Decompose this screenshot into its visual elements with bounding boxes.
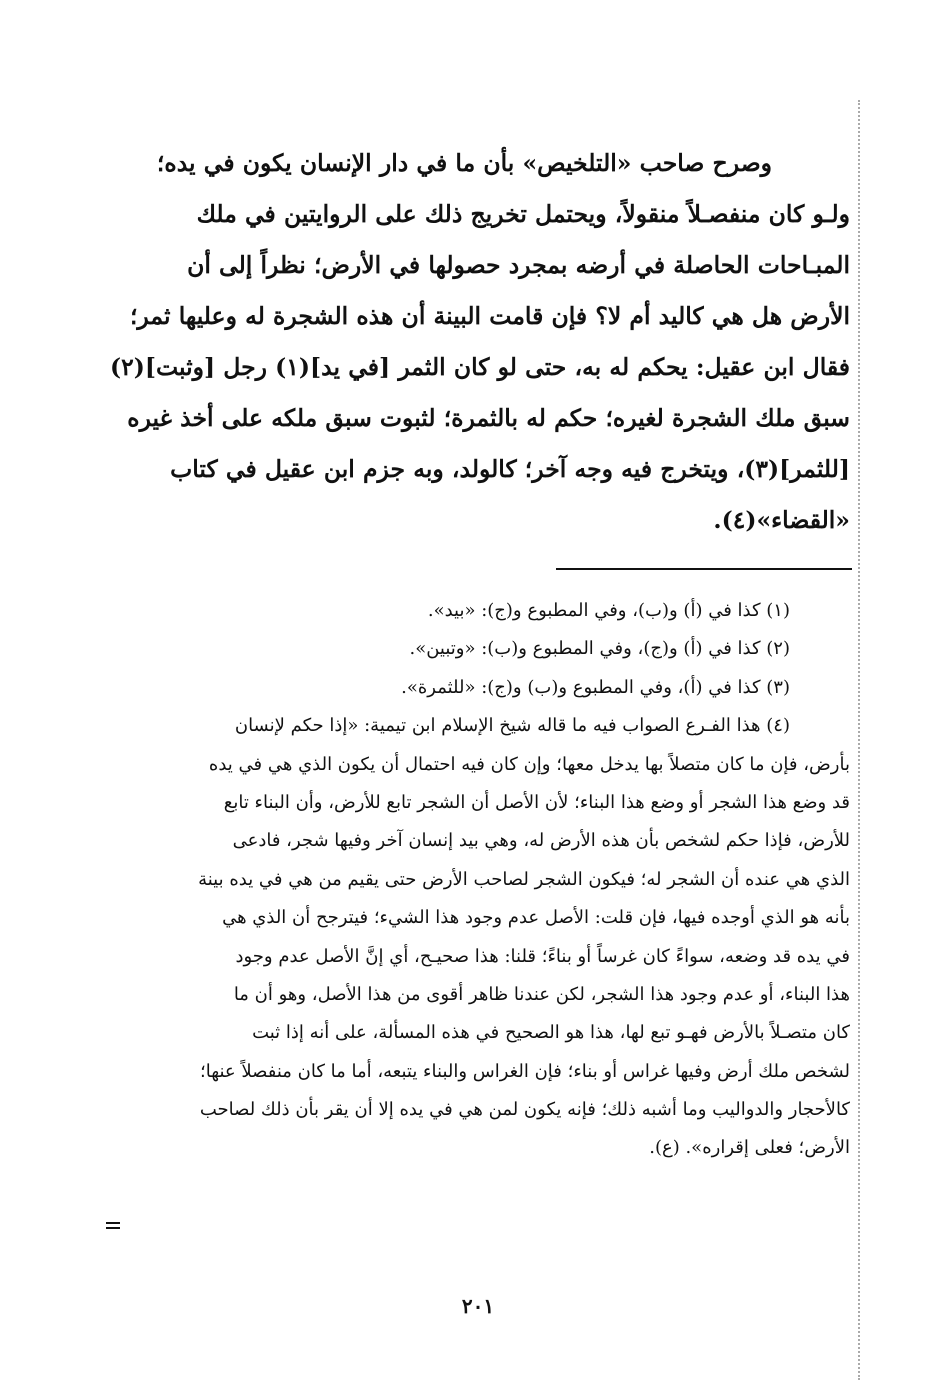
footnote-line: بأنه هو الذي أوجده فيها، فإن قلت: الأصل عدم وجود هذا الشيء؛ فيترجح أن الذي هي: [222, 907, 850, 929]
footnote-line: (١) كذا في (أ) و(ب)، وفي المطبوع و(ج): «بيد».: [427, 600, 790, 621]
main-text-line: المبـاحات الحاصلة في أرضه بمجرد حصولها في الأرض؛ نظراً إلى أن: [187, 251, 850, 279]
main-text-line: الأرض هل هي كاليد أم لا؟ فإن قامت البينة أن هذه الشجرة له وعليها ثمر؛: [129, 302, 850, 330]
main-text-line: [للثمر](٣)، ويتخرج فيه وجه آخر؛ كالولد، وبه جزم ابن عقيل في كتاب: [170, 455, 850, 483]
footnote-line: (٢) كذا في (أ) و(ج)، وفي المطبوع و(ب): «وتبين».: [409, 638, 790, 660]
main-text-line: ولـو كان منفصـلاً منقولاً، ويحتمل تخريج ذلك على الروايتين في ملك: [196, 200, 850, 228]
main-text-line: «القضاء»(٤).: [713, 506, 850, 534]
footnote-separator: [556, 568, 852, 570]
footnote-line: بأرض، فإن ما كان متصلاً بها يدخل معها؛ وإن كان فيه احتمال أن يكون الذي هي في يده: [208, 753, 850, 775]
footnote-line: (٣) كذا في (أ)، وفي المطبوع و(ب) و(ج): «للثمرة».: [401, 676, 790, 698]
main-text-line: فقال ابن عقيل: يحكم له به، حتى لو كان الثمر [في يد](١) رجل [وثبت](٢): [109, 353, 850, 381]
footnote-line: كان متصـلاً بالأرض فهـو تبع لها، هذا هو الصحيح في هذه المسألة، على أنه إذا ثبت: [252, 1022, 850, 1044]
main-text-line: وصرح صاحب «التلخيص» بأن ما في دار الإنسان يكون في يده؛: [156, 149, 772, 177]
main-text-line: سبق ملك الشجرة لغيره؛ حكم له بالثمرة؛ لثبوت سبق ملكه على أخذ غيره: [127, 404, 850, 432]
continuation-mark: [106, 1222, 120, 1232]
footnote-line: في يده قد وضعه، سواءً كان غرساً أو بناءً؛ قلنا: هذا صحيـح، أي إنَّ الأصل عدم وجود: [235, 945, 850, 967]
scan-margin-dots: [858, 100, 860, 1380]
footnote-line: للأرض، فإذا حكم لشخص بأن هذه الأرض له، وهي بيد إنسان آخر وفيها شجر، فادعى: [232, 830, 850, 852]
footnote-line: كالأحجار والدواليب وما أشبه ذلك؛ فإنه يكون لمن هي في يده إلا أن يقر بأن ذلك لصاحب: [199, 1099, 850, 1121]
footnote-line: قد وضع هذا الشجر أو وضع هذا البناء؛ لأن الأصل أن الشجر تابع للأرض، وأن البناء تابع: [223, 791, 850, 813]
main-text: [109, 138, 850, 546]
page-number: ٢٠١: [461, 1294, 495, 1318]
footnote-line: (٤) هذا الفـرع الصواب فيه ما قاله شيخ الإسلام ابن تيمية: «إذا حكم لإنسان: [234, 715, 790, 737]
footnote-line: الأرض؛ فعلى إقراره». (ع).: [649, 1137, 850, 1159]
footnote-line: الذي هي عنده أن الشجر له؛ فيكون الشجر لصاحب الأرض حتى يقيم من هي في يده بينة: [198, 868, 850, 890]
footnote-line: لشخص ملك أرض وفيها غراس أو بناء؛ فإن الغراس والبناء يتبعه، أما ما كان منفصلاً عنها؛: [199, 1060, 850, 1082]
footnote-line: هذا البناء، أو عدم وجود هذا الشجر، لكن عندنا ظاهر أقوى من هذا الأصل، وهو أن ما: [233, 983, 850, 1005]
footnotes: [128, 592, 850, 1168]
